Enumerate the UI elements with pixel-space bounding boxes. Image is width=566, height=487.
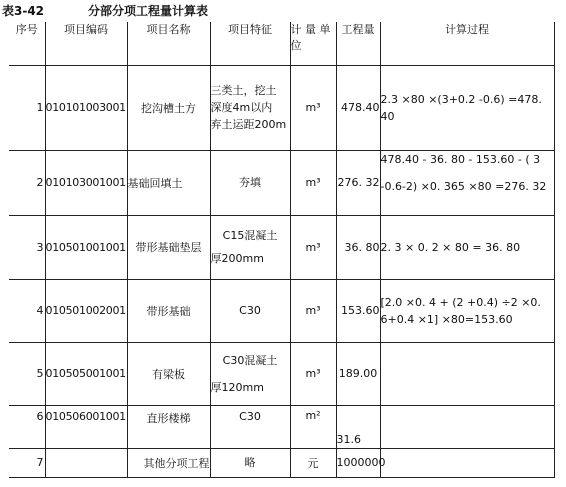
table-row xyxy=(9,150,554,215)
header-name: 项目名称 xyxy=(127,22,210,65)
feature-line: C30 xyxy=(239,304,261,317)
cell-unit: m³ xyxy=(290,65,336,150)
cell-no: 1 xyxy=(9,65,45,150)
cell-unit: m³ xyxy=(290,279,336,342)
feature-line xyxy=(211,369,290,379)
cell-calc xyxy=(380,215,554,279)
feature-line: 厚200mm xyxy=(210,252,264,265)
calc-line: [2.0 ×0. 4 + (2 +0.4) ÷2 ×0. xyxy=(380,295,541,309)
table-row xyxy=(9,215,554,279)
cell-calc xyxy=(380,65,554,150)
cell-feature xyxy=(210,215,290,279)
feature-line: C30混凝土 xyxy=(222,353,278,367)
cell-calc xyxy=(380,279,554,342)
cell-code: 010501001001 xyxy=(45,215,127,279)
feature-line: 三类土，挖土 xyxy=(210,84,277,97)
cell-code xyxy=(45,448,127,477)
calc-line: 6+0.4 ×1] ×80=153.60 xyxy=(380,312,513,326)
header-code: 项目编码 xyxy=(45,22,127,65)
cell-qty: 189.00 xyxy=(336,342,380,405)
cell-no: 7 xyxy=(9,448,45,477)
cell-no: 3 xyxy=(9,215,45,279)
cell-feature xyxy=(210,405,290,448)
header-unit-line2: 位 xyxy=(290,39,302,52)
feature-line: 深度4m以内 xyxy=(210,101,273,114)
calc-line: 2. 3 × 0. 2 × 80 = 36. 80 xyxy=(380,240,521,254)
feature-line: C30 xyxy=(239,409,261,423)
cell-qty: 1000000 xyxy=(336,448,380,477)
cell-code: 010501002001 xyxy=(45,279,127,342)
calc-line: 2.3 ×80 ×(3+0.2 -0.6) =478. xyxy=(380,92,542,106)
cell-qty: 36. 80 xyxy=(336,215,380,279)
header-row xyxy=(9,22,554,65)
header-qty: 工程量 xyxy=(336,22,380,65)
cell-calc xyxy=(380,150,554,215)
cell-feature xyxy=(210,342,290,405)
cell-unit: m³ xyxy=(290,150,336,215)
header-unit-line1: 计 量 单 xyxy=(290,23,331,36)
header-no: 序号 xyxy=(9,22,45,65)
cell-no: 4 xyxy=(9,279,45,342)
feature-line: 弃土运距200m xyxy=(210,118,287,131)
cell-qty: 153.60 xyxy=(336,279,380,342)
cell-calc xyxy=(380,448,554,477)
cell-code: 010506001001 xyxy=(45,405,127,448)
cell-unit: m³ xyxy=(290,342,336,405)
calc-line: 40 xyxy=(380,109,395,123)
cell-name: 挖沟槽土方 xyxy=(127,65,210,150)
cell-name: 直形楼梯 xyxy=(127,405,210,448)
cell-qty: 478.40 xyxy=(336,65,380,150)
feature-line: 夯填 xyxy=(239,176,261,189)
cell-calc xyxy=(380,342,554,405)
cell-unit: 元 xyxy=(290,448,336,477)
calc-line: 478.40 - 36. 80 - 153.60 - ( 3 xyxy=(380,152,541,166)
cell-code: 010505001001 xyxy=(45,342,127,405)
feature-line: 略 xyxy=(244,456,256,469)
cell-feature xyxy=(210,448,290,477)
feature-line: C15混凝土 xyxy=(222,229,278,242)
table-row xyxy=(9,342,554,405)
table-number: 表3-42 xyxy=(2,4,45,18)
cell-feature xyxy=(210,150,290,215)
calc-line: -0.6-2) ×0. 365 ×80 =276. 32 xyxy=(380,179,547,193)
header-feature: 项目特征 xyxy=(210,22,290,65)
cell-code: 010101003001 xyxy=(45,65,127,150)
cell-no: 6 xyxy=(9,405,45,448)
cell-name: 带形基础 xyxy=(127,279,210,342)
table-row xyxy=(9,405,554,448)
cell-qty: 276. 32 xyxy=(336,150,380,215)
table-row xyxy=(9,65,554,150)
cell-name: 基础回填土 xyxy=(127,150,210,215)
feature-line: 厚120mm xyxy=(210,380,264,394)
cell-unit: m² xyxy=(290,405,336,448)
header-calc: 计算过程 xyxy=(380,22,554,65)
table-row xyxy=(9,279,554,342)
cell-calc xyxy=(380,405,554,448)
table-row xyxy=(9,448,554,477)
cell-feature xyxy=(210,279,290,342)
header-unit xyxy=(290,22,336,65)
cell-unit: m³ xyxy=(290,215,336,279)
cell-name: 带形基础垫层 xyxy=(127,215,210,279)
cell-qty: 31.6 xyxy=(336,405,380,448)
cell-code: 010103001001 xyxy=(45,150,127,215)
cell-feature xyxy=(210,65,290,150)
cell-no: 5 xyxy=(9,342,45,405)
table-title: 分部分项工程量计算表 xyxy=(88,4,209,18)
cell-name: 有梁板 xyxy=(127,342,210,405)
table-caption xyxy=(2,1,562,21)
quantity-table xyxy=(9,22,555,478)
cell-no: 2 xyxy=(9,150,45,215)
cell-name: 其他分项工程 xyxy=(127,448,210,477)
